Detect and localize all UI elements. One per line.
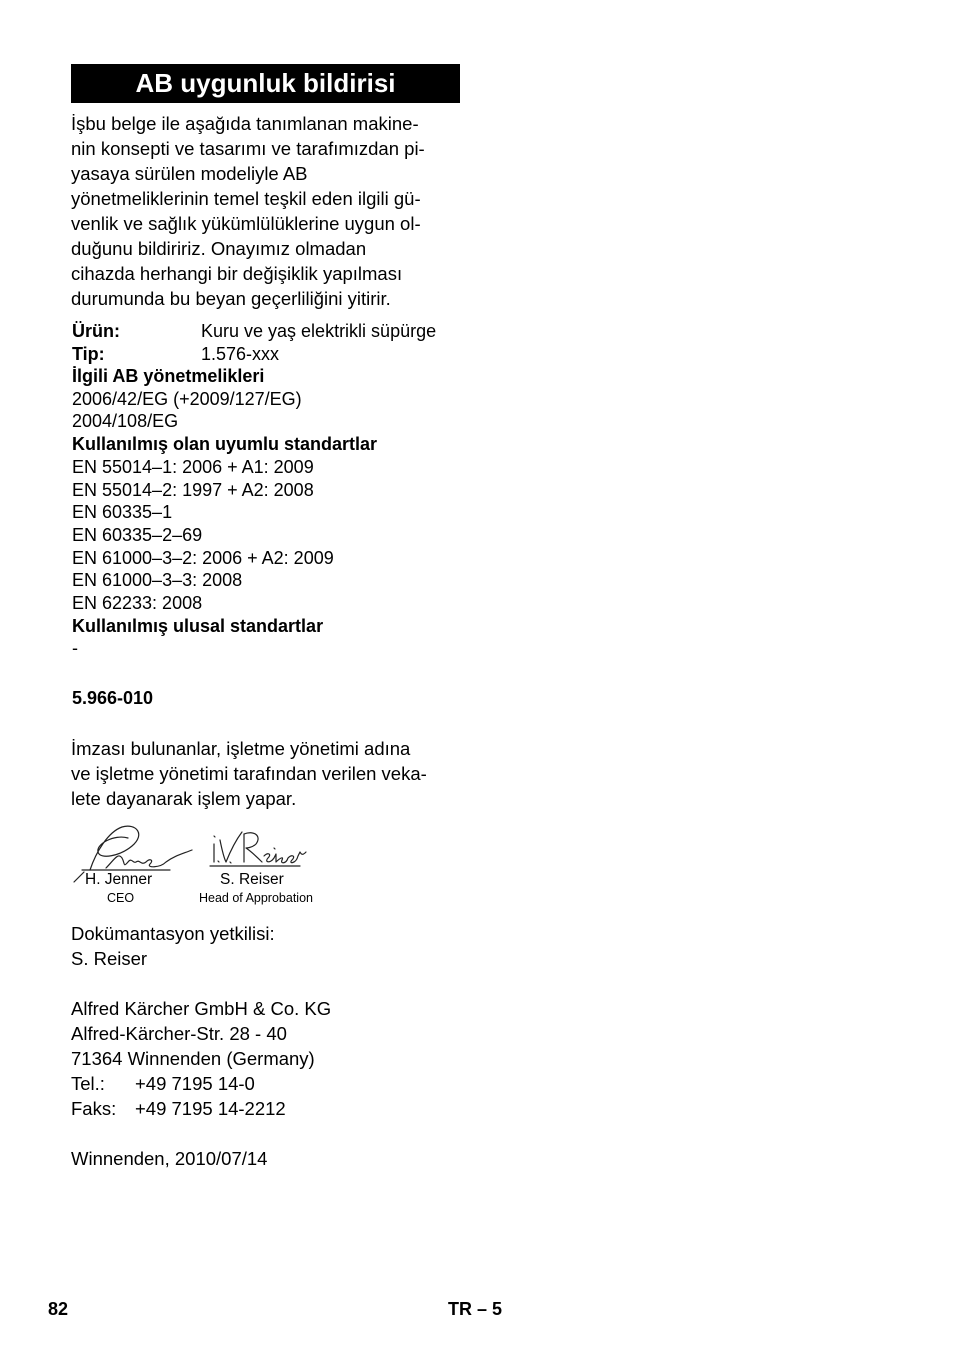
street: Alfred-Kärcher-Str. 28 - 40 [71, 1023, 287, 1044]
signatory-name-reiser: S. Reiser [220, 871, 284, 888]
harmonized-item: EN 60335–2–69 [72, 524, 203, 545]
type-value: 1.576-xxx [201, 344, 280, 364]
directives-heading: İlgili AB yönetmelikleri [72, 366, 265, 386]
authority-line: lete dayanarak işlem yapar. [71, 788, 297, 809]
product-label: Ürün: [72, 321, 120, 341]
signatory-name-jenner: H. Jenner [85, 871, 153, 888]
authority-line: İmzası bulunanlar, işletme yönetimi adına [71, 738, 411, 759]
national-value: - [72, 638, 78, 659]
signature-reiser-image [208, 826, 308, 870]
tel-label: Tel.: [71, 1073, 105, 1094]
harmonized-item: EN 61000–3–3: 2008 [72, 570, 243, 591]
intro-line: İşbu belge ile aşağıda tanımlanan makine- [71, 113, 419, 134]
harmonized-item: EN 62233: 2008 [72, 593, 203, 614]
fax-row [71, 1096, 331, 1121]
harmonized-item: EN 55014–1: 2006 + A1: 2009 [72, 456, 314, 477]
documentation-name: S. Reiser [71, 948, 148, 969]
place-date: Winnenden, 2010/07/14 [71, 1148, 268, 1169]
section-page: 5 [492, 1299, 503, 1319]
intro-line: venlik ve sağlık yükümlülüklerine uygun ol- [71, 213, 421, 234]
documentation-label: Dokümantasyon yetkilisi: [71, 923, 275, 944]
intro-line: yasaya sürülen modeliyle AB [71, 163, 308, 184]
document-number: 5.966-010 [72, 688, 154, 708]
company-name: Alfred Kärcher GmbH & Co. KG [71, 998, 332, 1019]
fax-value: +49 7195 14-2212 [135, 1098, 286, 1119]
authority-paragraph [71, 736, 427, 811]
directive-item: 2004/108/EG [72, 411, 179, 432]
intro-line: durumunda bu beyan geçerliliğini yitirir. [71, 288, 391, 309]
address-block [71, 996, 331, 1121]
page-title: AB uygunluk bildirisi [71, 64, 460, 103]
signatory-role-ceo: CEO [107, 891, 135, 905]
section-marker [448, 1299, 502, 1320]
documentation-block [71, 921, 275, 971]
city: 71364 Winnenden (Germany) [71, 1048, 315, 1069]
page-number: 82 [48, 1299, 69, 1319]
intro-line: yönetmeliklerinin temel teşkil eden ilgili gü- [71, 188, 421, 209]
intro-line: duğunu bildiririz. Onayımız olmadan [71, 238, 367, 259]
type-label: Tip: [72, 344, 105, 364]
section-code: TR [448, 1299, 472, 1319]
fax-label: Faks: [71, 1098, 117, 1119]
intro-line: nin konsepti ve tasarımı ve tarafımızdan pi- [71, 138, 425, 159]
intro-line: cihazda herhangi bir değişiklik yapılması [71, 263, 403, 284]
standards-block [72, 365, 377, 660]
product-value: Kuru ve yaş elektrikli süpürge [201, 321, 437, 341]
harmonized-heading: Kullanılmış olan uyumlu standartlar [72, 434, 378, 455]
directive-item: 2006/42/EG (+2009/127/EG) [72, 388, 302, 409]
national-heading: Kullanılmış ulusal standartlar [72, 615, 324, 636]
harmonized-item: EN 61000–3–2: 2006 + A2: 2009 [72, 547, 334, 568]
section-dash: – [477, 1299, 488, 1319]
harmonized-item: EN 60335–1 [72, 502, 173, 523]
intro-paragraph [71, 111, 425, 311]
tel-value: +49 7195 14-0 [135, 1073, 255, 1094]
signatory-role-approbation: Head of Approbation [199, 891, 313, 905]
harmonized-item: EN 55014–2: 1997 + A2: 2008 [72, 479, 314, 500]
authority-line: ve işletme yönetimi tarafından verilen veka- [71, 763, 427, 784]
tel-row [71, 1071, 331, 1096]
